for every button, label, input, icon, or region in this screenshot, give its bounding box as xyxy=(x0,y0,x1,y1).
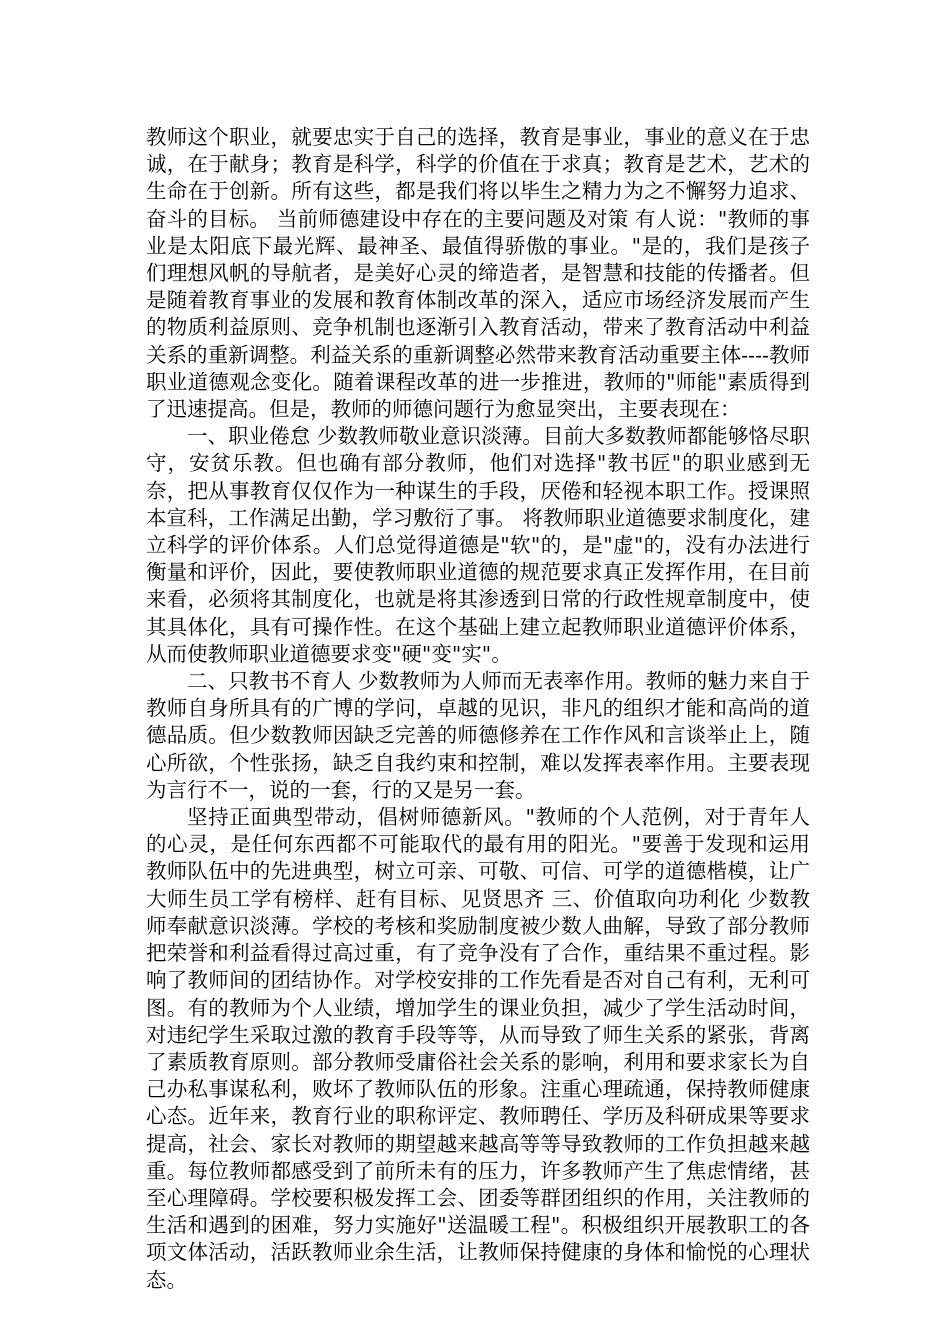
paragraph-section-three: 坚持正面典型带动，倡树师德新风。"教师的个人范例，对于青年人的心灵，是任何东西都不可能取代的最有用的阳光。"要善于发现和运用教师队伍中的先进典型，树立可亲、可敬、可信、可学的道德楷模，让广大师生员工学有榜样、赶有目标、见贤思齐 三、价值取向功利化 少数教师奉献意识淡薄。学校的考核和奖励制度被少数人曲解，导致了部分教师把荣誉和利益看得过高过重，有了竞争没有了合作，重结果不重过程。影响了教师间的团结协作。对学校安排的工作先看是否对自己有利，无利可图。有的教师为个人业绩，增加学生的课业负担，减少了学生活动时间，对违纪学生采取过激的教育手段等等，从而导致了师生关系的紧张，背离了素质教育原则。部分教师受庸俗社会关系的影响，利用和要求家长为自己办私事谋私利，败坏了教师队伍的形象。注重心理疏通，保持教师健康心态。近年来，教育行业的职称评定、教师聘任、学历及科研成果等要求提高，社会、家长对教师的期望越来越高等等导致教师的工作负担越来越重。每位教师都感受到了前所未有的压力，许多教师产生了焦虑情绪，甚至心理障碍。学校要积极发挥工会、团委等群团组织的作用，关注教师的生活和遇到的困难，努力实施好"送温暖工程"。积极组织开展教职工的各项文体活动，活跃教师业余生活，让教师保持健康的身体和愉悦的心理状态。 xyxy=(146,805,810,1292)
document-body xyxy=(146,124,810,1294)
paragraph-section-one: 一、职业倦怠 少数教师敬业意识淡薄。目前大多数教师都能够恪尽职守，安贫乐教。但也确有部分教师，他们对选择"教书匠"的职业感到无奈，把从事教育仅仅作为一种谋生的手段，厌倦和轻视本职工作。授课照本宣科，工作满足出勤，学习敷衍了事。 将教师职业道德要求制度化，建立科学的评价体系。人们总觉得道德是"软"的，是"虚"的，没有办法进行衡量和评价，因此，要使教师职业道德的规范要求真正发挥作用，在目前来看，必须将其制度化，也就是将其渗透到日常的行政性规章制度中，使其具体化，具有可操作性。在这个基础上建立起教师职业道德评价体系，从而使教师职业道德要求变"硬"变"实"。 xyxy=(146,424,810,666)
paragraph-intro: 教师这个职业，就要忠实于自己的选择，教育是事业，事业的意义在于忠诚，在于献身；教育是科学，科学的价值在于求真；教育是艺术，艺术的生命在于创新。所有这些，都是我们将以毕生之精力为之不懈努力追求、奋斗的目标。 当前师德建设中存在的主要问题及对策 有人说："教师的事业是太阳底下最光辉、最神圣、最值得骄傲的事业。"是的，我们是孩子们理想风帆的导航者，是美好心灵的缔造者，是智慧和技能的传播者。但是随着教育事业的发展和教育体制改革的深入，适应市场经济发展而产生的物质利益原则、竞争机制也逐渐引入教育活动，带来了教育活动中利益关系的重新调整。利益关系的重新调整必然带来教育活动重要主体----教师职业道德观念变化。随着课程改革的进一步推进，教师的"师能"素质得到了迅速提高。但是，教师的师德问题行为愈显突出，主要表现在： xyxy=(146,125,810,422)
paragraph-section-two: 二、只教书不育人 少数教师为人师而无表率作用。教师的魅力来自于教师自身所具有的广博的学问，卓越的见识，非凡的组织才能和高尚的道德品质。但少数教师因缺乏完善的师德修养在工作作风和言谈举止上，随心所欲，个性张扬，缺乏自我约束和控制，难以发挥表率作用。主要表现为言行不一，说的一套，行的又是另一套。 xyxy=(146,669,810,802)
